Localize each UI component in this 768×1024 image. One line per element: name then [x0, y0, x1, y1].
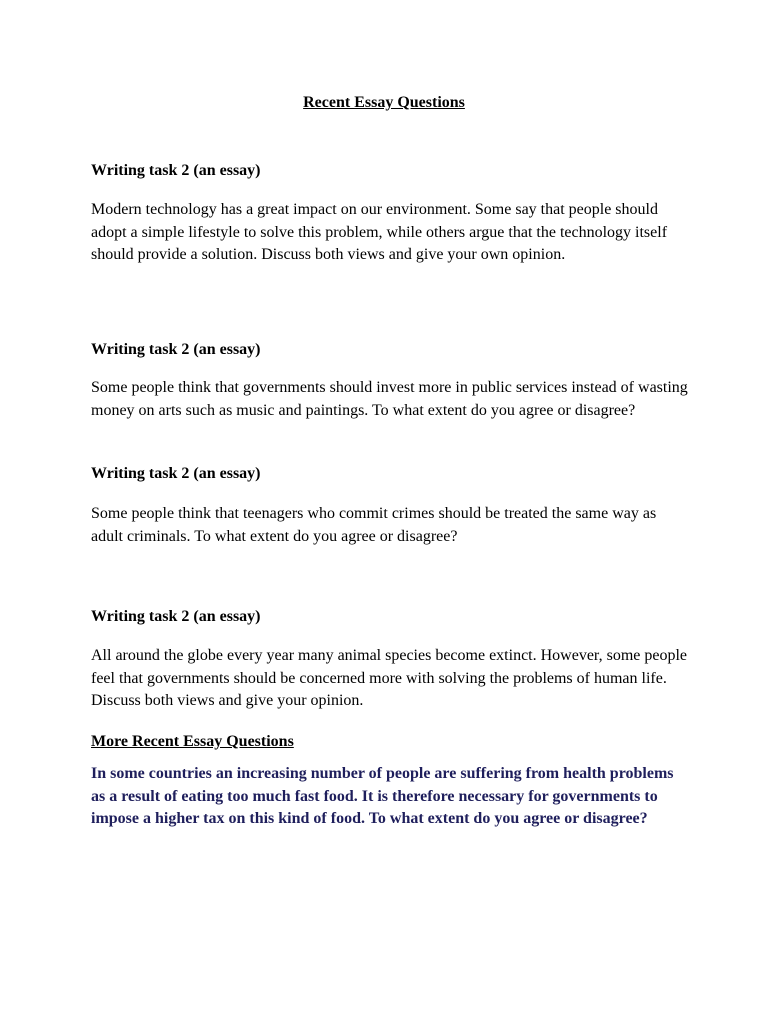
section-1-heading: Writing task 2 (an essay) — [91, 162, 261, 179]
section-2-text: Some people think that governments should invest more in public services instead of wasting money on arts such as music and paintings. To what extent do you agree or disagree? — [91, 379, 688, 419]
document-title: Recent Essay Questions — [303, 94, 465, 111]
section-2-heading: Writing task 2 (an essay) — [91, 341, 261, 358]
section-1-text: Modern technology has a great impact on our environment. Some say that people should adopt a simple lifestyle to solve this problem, while others argue that the technology itself should provide a solution. Discuss both views and give your own opinion. — [91, 201, 668, 263]
more-questions-heading: More Recent Essay Questions — [91, 733, 294, 750]
section-4-heading: Writing task 2 (an essay) — [91, 608, 261, 625]
more-questions-text: In some countries an increasing number of people are suffering from health problems as a result of eating too much fast food. It is therefore necessary for governments to impose a higher tax on this kind of food. To what extent do you agree or disagree? — [91, 765, 674, 827]
section-3-text: Some people think that teenagers who commit crimes should be treated the same way as adult criminals. To what extent do you agree or disagree? — [91, 505, 657, 545]
section-3-heading: Writing task 2 (an essay) — [91, 465, 261, 482]
section-4-text: All around the globe every year many animal species become extinct. However, some people feel that governments should be concerned more with solving the problems of human life. Discuss both views and give your opinion. — [91, 647, 688, 709]
